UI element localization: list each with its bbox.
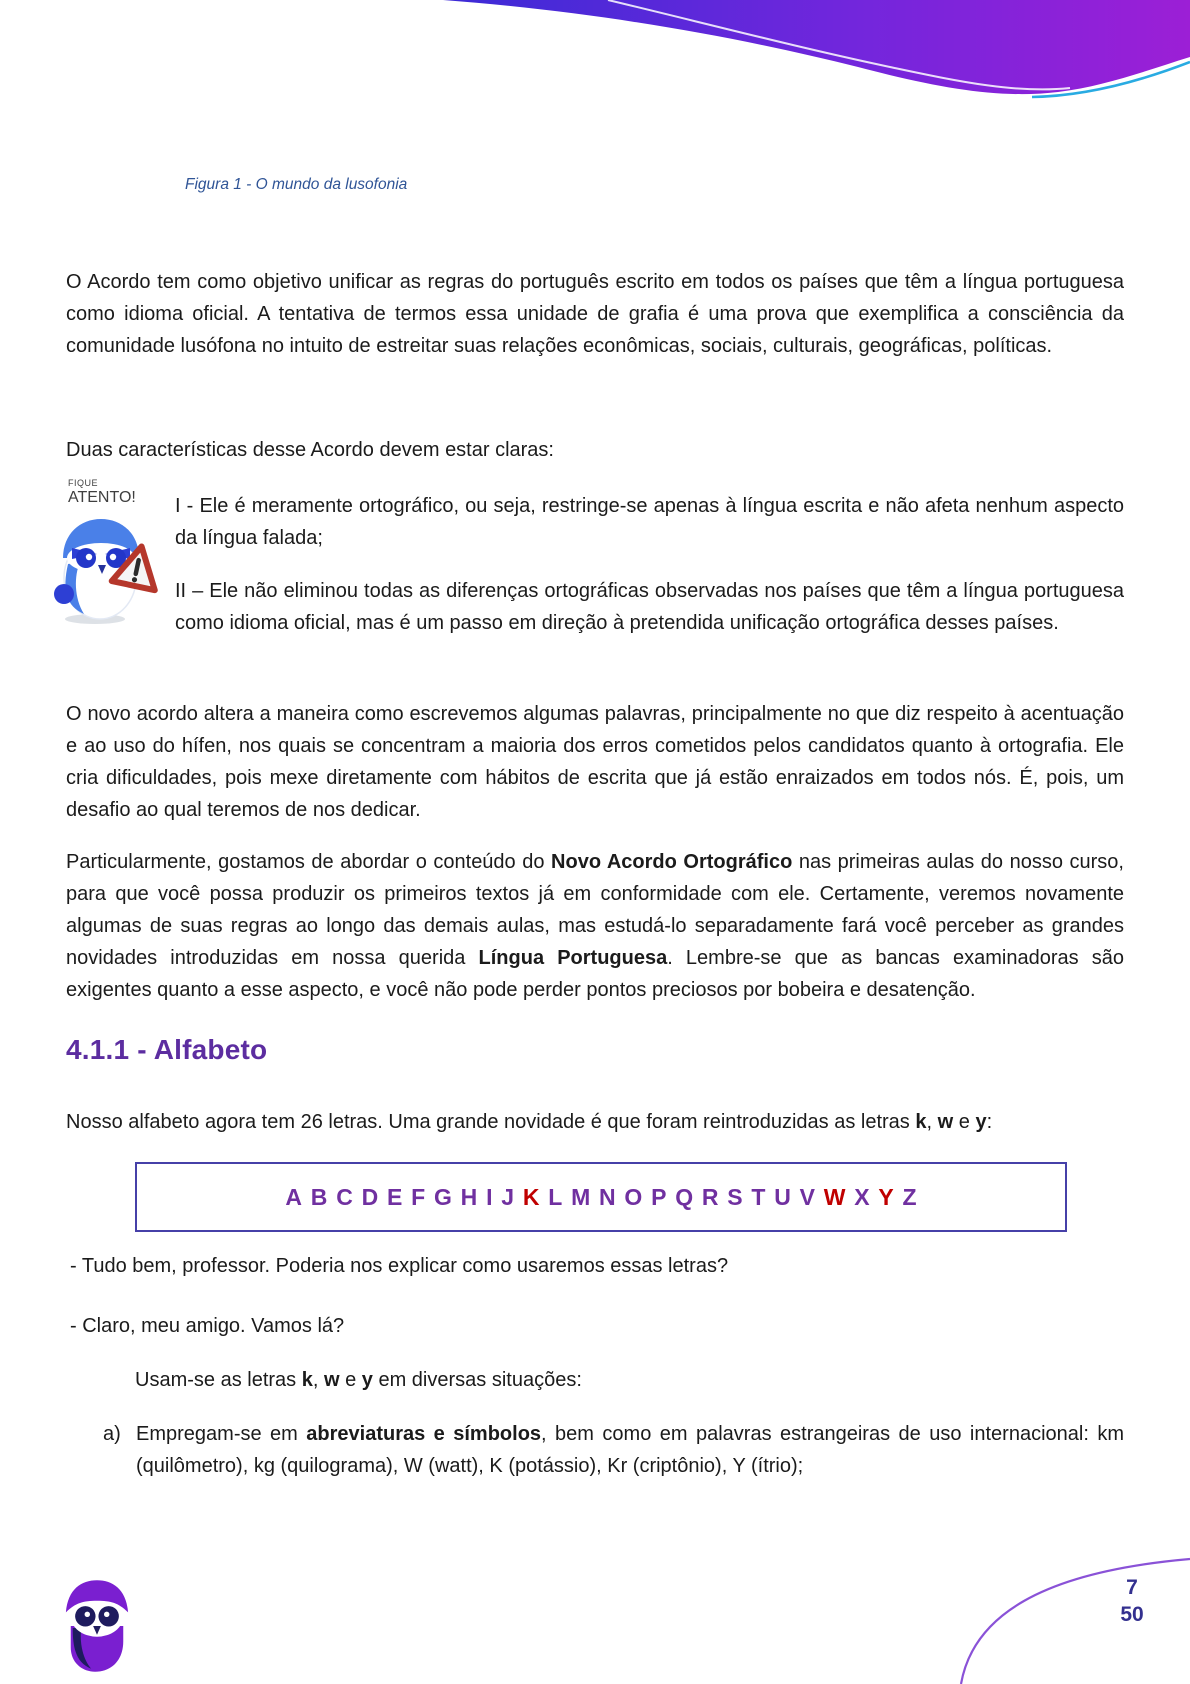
list-item-a (103, 1418, 1124, 1482)
dialogue-line-answer: - Claro, meu amigo. Vamos lá? (70, 1315, 345, 1337)
item-a-segment: Empregam-se em (136, 1423, 307, 1445)
usage-segment: e (339, 1369, 362, 1391)
alphabet-letter: I (486, 1183, 493, 1210)
brand-owl-right-eye (98, 1606, 118, 1626)
p5-segment: Nosso alfabeto agora tem 26 letras. Uma grande novidade é que foram reintroduzidas as letras (66, 1111, 916, 1133)
alphabet-letter: D (361, 1183, 379, 1210)
alphabet-letter: L (548, 1183, 563, 1210)
paragraph-duas-caracteristicas: Duas características desse Acordo devem estar claras: (66, 439, 554, 461)
alphabet-letter: T (751, 1183, 766, 1210)
page-number-current: 7 (1126, 1576, 1138, 1599)
alphabet-letter: S (727, 1183, 743, 1210)
p4-bold-lingua-portuguesa: Língua Portuguesa (478, 947, 668, 969)
attention-item-1: I - Ele é meramente ortográfico, ou seja, restringe-se apenas à língua escrita e não afeta nenhum aspecto da língua falada; (175, 495, 1124, 549)
alphabet-letter: B (310, 1183, 328, 1210)
alphabet-letter: X (854, 1183, 870, 1210)
brand-owl-left-eye (75, 1606, 95, 1626)
figure-caption: Figura 1 - O mundo da lusofonia (185, 176, 408, 193)
usage-segment: Usam-se as letras (135, 1369, 302, 1391)
list-item-a-marker: a) (103, 1423, 121, 1445)
alphabet-letter: Y (878, 1183, 894, 1210)
alphabet-letter: R (701, 1183, 719, 1210)
brand-owl-right-pupil (104, 1612, 109, 1617)
p4-bold-novo-acordo: Novo Acordo Ortográfico (551, 851, 793, 873)
usage-segment: , (312, 1369, 324, 1391)
alphabet-letter: A (285, 1183, 303, 1210)
page-number (1106, 1574, 1158, 1628)
alphabet-letter: U (774, 1183, 791, 1210)
p5-segment: : (986, 1111, 993, 1133)
usage-intro-line (135, 1364, 1124, 1396)
brand-owl-left-pupil (85, 1612, 90, 1617)
p5-bold-w: w (937, 1111, 954, 1133)
attention-item-2: II – Ele não eliminou todas as diferenças ortográficas observadas nos países que têm a língua portuguesa como idioma oficial, mas é um passo em direção à pretendida unificação ortográfica desses países. (175, 580, 1124, 634)
mascot-fist (54, 584, 74, 604)
fique-label-text: FIQUE (68, 478, 99, 488)
paragraph-novo-acordo: O novo acordo altera a maneira como escrevemos algumas palavras, principalmente no que diz respeito à acentuação e ao uso do hífen, nos quais se concentram a maioria dos erros cometidos pelos candidatos quanto à ortografia. Ele cria dificuldades, pois mexe diretamente com hábitos de escrita que já estão enraizados em todos nós. É, pois, um desafio ao qual teremos de nos dedicar. (66, 703, 1124, 821)
alphabet-letter: C (336, 1183, 353, 1210)
p4-segment: Particularmente, gostamos de abordar o conteúdo do (66, 851, 552, 873)
page-number-total: 50 (1120, 1603, 1144, 1626)
paragraph-acordo-objetivo: O Acordo tem como objetivo unificar as regras do português escrito em todos os países que têm a língua portuguesa como idioma oficial. A tentativa de termos essa unidade de grafia é uma prova que exemplifica a consciência da comunidade lusófona no intuito de estreitar suas relações econômicas, sociais, culturais, geográficas, políticas. (66, 271, 1124, 357)
alphabet-letter: Q (675, 1183, 694, 1210)
wave-shape (443, 0, 1190, 94)
alphabet-letter: K (522, 1183, 540, 1210)
p4-segment: . Lembre-se que as bancas examinadoras são exigentes quanto a esse aspecto, e você não pode perder pontos preciosos por bobeira e desatenção. (66, 947, 1124, 1001)
header-wave-decoration (0, 0, 1190, 132)
atento-label-text: ATENTO! (68, 489, 136, 506)
usage-bold-k: k (301, 1369, 313, 1391)
item-a-segment: , bem como em palavras estrangeiras de uso internacional: km (quilômetro), kg (quilograma), W (watt), K (potássio), Kr (criptônio), Y (ítrio); (136, 1423, 1124, 1477)
alphabet-letters (281, 1184, 921, 1211)
alphabet-letter: Z (902, 1183, 917, 1210)
section-heading-alfabeto: 4.1.1 - Alfabeto (66, 1034, 268, 1065)
attention-owl-mascot-icon (50, 506, 180, 626)
paragraph-particularmente (66, 846, 1124, 1006)
alphabet-letter: J (501, 1183, 515, 1210)
p4-segment: nas primeiras aulas do nosso curso, para que você possa produzir os primeiros textos já em conformidade com ele. Certamente, veremos novamente algumas de suas regras ao longo das demais aulas, mas estudá-lo separadamente fará você perceber as grandes novidades introduzidas em nossa querida (66, 851, 1124, 969)
usage-segment: em diversas situações: (372, 1369, 582, 1391)
p5-segment: , (926, 1111, 938, 1133)
usage-bold-y: y (361, 1369, 373, 1391)
item-a-bold-abreviaturas: abreviaturas e símbolos (306, 1423, 542, 1445)
alphabet-letter: H (460, 1183, 478, 1210)
dialogue-line-question: - Tudo bem, professor. Poderia nos explicar como usaremos essas letras? (70, 1255, 729, 1277)
mascot-right-pupil (110, 554, 116, 560)
alphabet-letter: O (624, 1183, 643, 1210)
alphabet-letter: G (433, 1183, 452, 1210)
alphabet-box (135, 1162, 1067, 1232)
brand-owl-logo (62, 1577, 132, 1675)
usage-bold-w: w (323, 1369, 340, 1391)
alphabet-letter: M (571, 1183, 591, 1210)
mascot-left-pupil (86, 554, 92, 560)
p5-bold-k: k (915, 1111, 927, 1133)
alphabet-letter: V (799, 1183, 816, 1210)
alphabet-letter: F (411, 1183, 426, 1210)
fique-atento-label (68, 479, 136, 506)
paragraph-nosso-alfabeto (66, 1106, 1124, 1138)
alphabet-letter: E (387, 1183, 403, 1210)
p5-bold-y: y (975, 1111, 987, 1133)
p5-segment: e (953, 1111, 976, 1133)
alphabet-letter: N (599, 1183, 616, 1210)
list-item-a-text (136, 1418, 1124, 1482)
alphabet-letter: P (651, 1183, 667, 1210)
alphabet-letter: W (823, 1183, 846, 1210)
